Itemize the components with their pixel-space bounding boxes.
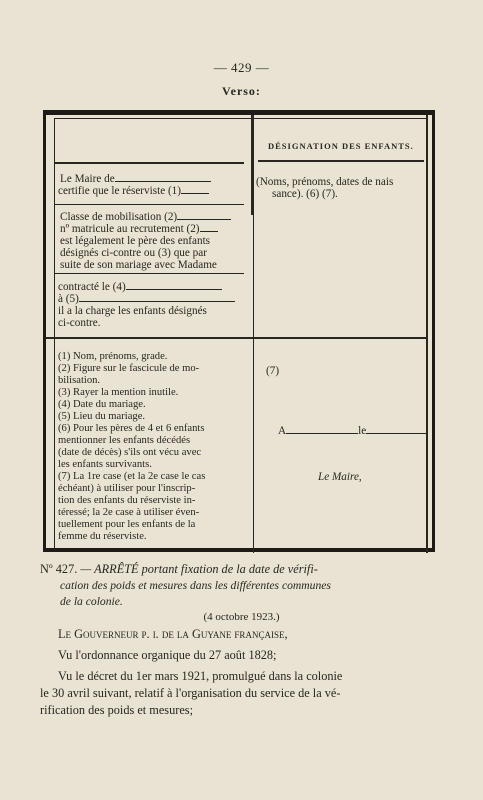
inner-right-border [426, 115, 428, 553]
left-rule-1 [54, 162, 244, 164]
form-line: suite de son mariage avec Madame [60, 259, 217, 271]
article-title: Nº 427. — ARRÊTÉ portant fixation de la date de vérifi- [40, 562, 318, 576]
form-line: à (5) [58, 293, 235, 306]
place-line: A le [278, 425, 428, 438]
article-date: (4 octobre 1923.) [203, 611, 280, 623]
page-number: — 429 — [213, 60, 270, 75]
divider-upper [253, 115, 254, 335]
article-paragraph: le 30 avril suivant, relatif à l'organisation du service de la vé- [40, 686, 341, 700]
form-line: désignés ci-contre ou (3) que par [60, 247, 207, 259]
article-paragraph: Vu le décret du 1er mars 1921, promulgué dans la colonie [58, 669, 343, 683]
inner-top-rule [54, 118, 426, 119]
note-line: (date de décès) s'ils ont vécu avec [58, 447, 202, 458]
divider-lower [253, 335, 254, 553]
note-line: femme du réserviste. [58, 531, 147, 542]
note-line: tuellement pour les enfants de la [58, 519, 196, 530]
note-line: mentionner les enfants décédés [58, 435, 191, 446]
inner-left-border [54, 118, 55, 550]
note-line: (7) La 1re case (et la 2e case le cas [58, 471, 206, 482]
left-rule-3 [54, 273, 244, 274]
form-line: contracté le (4) [58, 281, 222, 294]
note-line: (4) Date du mariage. [58, 399, 146, 410]
middle-rule [46, 337, 426, 339]
article-paragraph: rification des poids et mesures; [40, 703, 193, 717]
note-line: (1) Nom, prénoms, grade. [58, 351, 168, 362]
form-line: certifie que le réserviste (1) [58, 185, 209, 198]
note-line: échéant) à utiliser pour l'inscrip- [58, 483, 196, 494]
maire-signature-label: Le Maire, [318, 471, 362, 483]
note-line: (5) Lieu du mariage. [58, 411, 146, 422]
note-line: les enfants survivants. [58, 459, 152, 470]
form-line: Classe de mobilisation (2) [60, 211, 231, 224]
note-line: (2) Figure sur le fascicule de mo- [58, 363, 200, 374]
form-line: nº matricule au recrutement (2) [60, 223, 218, 236]
form-line: ci-contre. [58, 317, 101, 329]
form-line: Le Maire de [60, 173, 211, 186]
left-rule-2 [54, 204, 244, 205]
note-line: bilisation. [58, 375, 101, 386]
children-header: DÉSIGNATION DES ENFANTS. [268, 141, 414, 151]
form-line: est légalement le père des enfants [60, 235, 211, 247]
reservist-form [43, 110, 435, 552]
form-line: il a la charge les enfants désignés [58, 305, 207, 317]
note-line: (3) Rayer la mention inutile. [58, 387, 179, 398]
verso-heading: Verso: [222, 84, 261, 98]
article-title-line: de la colonie. [60, 595, 123, 608]
article-title-line: cation des poids et mesures dans les différentes communes [60, 579, 331, 592]
right-ref: (7) [266, 365, 280, 377]
right-top-line: (Noms, prénoms, dates de nais [256, 176, 394, 188]
article-paragraph: Vu l'ordonnance organique du 27 août 1828; [58, 648, 277, 662]
note-line: (6) Pour les pères de 4 et 6 enfants [58, 423, 205, 434]
right-top-line: sance). (6) (7). [272, 188, 338, 200]
note-line: téressé; la 2e case à utiliser éven- [58, 507, 200, 518]
article-paragraph: Le Gouverneur p. i. de la Guyane française, [58, 627, 288, 641]
header-rule [258, 160, 424, 162]
note-line: tion des enfants du réserviste in- [58, 495, 196, 506]
